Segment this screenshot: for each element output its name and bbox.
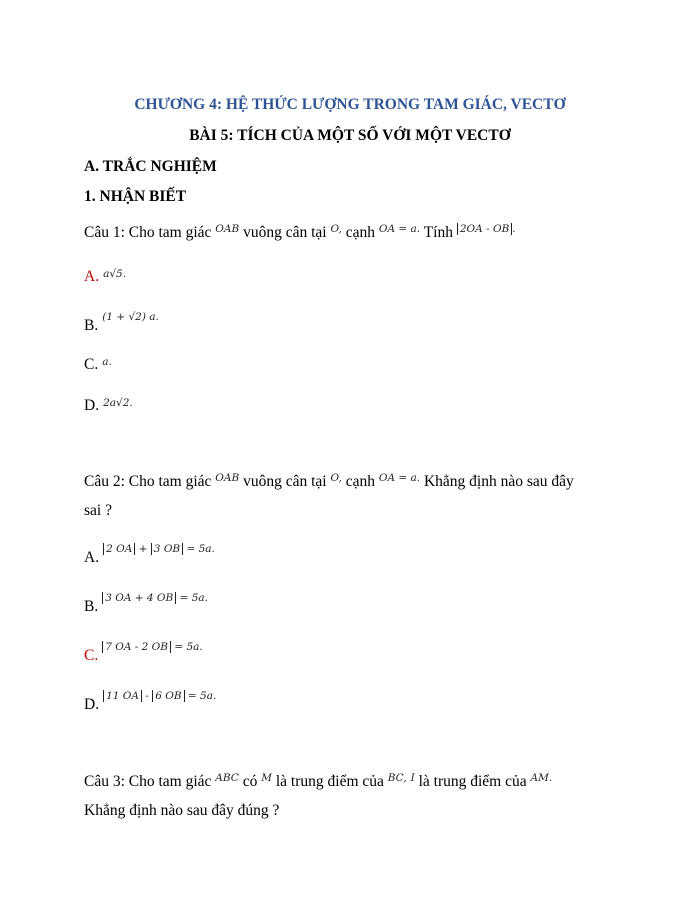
q3-text-4: là trung điểm của [418,773,527,790]
operator: - [145,690,149,702]
abs-term-2: 3 OB [151,543,183,555]
option-expression [103,543,215,555]
option-expression [102,592,208,604]
q1-text-2: vuông cân tại [243,224,327,241]
q3-segment-bc: BC, [387,772,407,784]
q2-triangle: OAB [215,472,240,484]
option-expression: 2a√2. [103,397,133,409]
option-letter: D. [84,397,100,414]
q2-vertex: O, [330,472,342,484]
rhs: = 5a. [179,592,209,604]
option-letter: A. [84,549,100,566]
q1-option-c [84,356,112,374]
q1-text-4: Tính [423,224,453,241]
q3-point-i: I [410,772,415,784]
q3-point-m: M [261,772,272,784]
q1-option-d [84,397,133,415]
q3-text-3: là trung điểm của [275,773,384,790]
chapter-title: CHƯƠNG 4: HỆ THỨC LƯỢNG TRONG TAM GIÁC, VECTƠ [134,96,566,113]
abs-term-1: 7 OA - 2 OB [102,641,171,653]
option-expression: a√5. [103,268,127,280]
question-3-continued: Khẳng định nào sau đây đúng ? [84,802,280,819]
option-expression: a. [102,356,112,368]
q2-option-d [84,690,217,714]
q1-text-3: cạnh [345,224,375,241]
option-letter: D. [84,696,100,713]
option-letter: B. [84,598,99,615]
q2-option-c [84,641,203,665]
lesson-title: BÀI 5: TÍCH CỦA MỘT SỐ VỚI MỘT VECTƠ [189,127,511,144]
q1-vertex: O, [330,223,342,235]
q1-lead: Câu 1: Cho tam giác [84,224,212,241]
option-letter: B. [84,317,99,334]
q2-text-2: vuông cân tại [243,473,327,490]
q2-option-b [84,592,209,616]
q2-option-a [84,543,215,567]
q3-text-2: có [242,773,258,790]
rhs: = 5a. [186,543,215,555]
option-letter: A. [84,268,100,285]
question-2 [84,473,574,491]
q1-triangle: OAB [215,223,240,235]
operator: + [138,543,148,555]
abs-term-1: 3 OA + 4 OB [102,592,176,604]
q3-triangle: ABC [215,772,239,784]
question-1 [84,224,516,242]
level-title: 1. NHẬN BIẾT [84,188,187,205]
option-letter: C. [84,356,99,373]
q1-end: . [512,223,516,235]
q3-segment-am: AM. [530,772,553,784]
section-title: A. TRẮC NGHIỆM [84,158,217,175]
option-expression [103,690,216,702]
option-expression [102,641,203,653]
q2-text-4: Khẳng định nào sau đây [423,473,574,490]
rhs: = 5a. [174,641,203,653]
option-letter: C. [84,647,99,664]
question-3 [84,773,552,791]
q1-side: OA = a. [378,223,421,235]
abs-term-1: 11 OA [103,690,142,702]
q2-side: OA = a. [378,472,421,484]
q1-option-a [84,268,126,286]
abs-term-1: 2 OA [103,543,135,555]
q1-expression: 2OA - OB [457,223,512,235]
abs-term-2: 6 OB [152,690,184,702]
q3-lead: Câu 3: Cho tam giác [84,773,212,790]
question-2-continued: sai ? [84,502,112,519]
rhs: = 5a. [187,690,217,702]
q1-option-b [84,311,159,335]
q2-lead: Câu 2: Cho tam giác [84,473,212,490]
option-expression: (1 + √2) a. [102,311,159,323]
q2-text-3: cạnh [345,473,375,490]
